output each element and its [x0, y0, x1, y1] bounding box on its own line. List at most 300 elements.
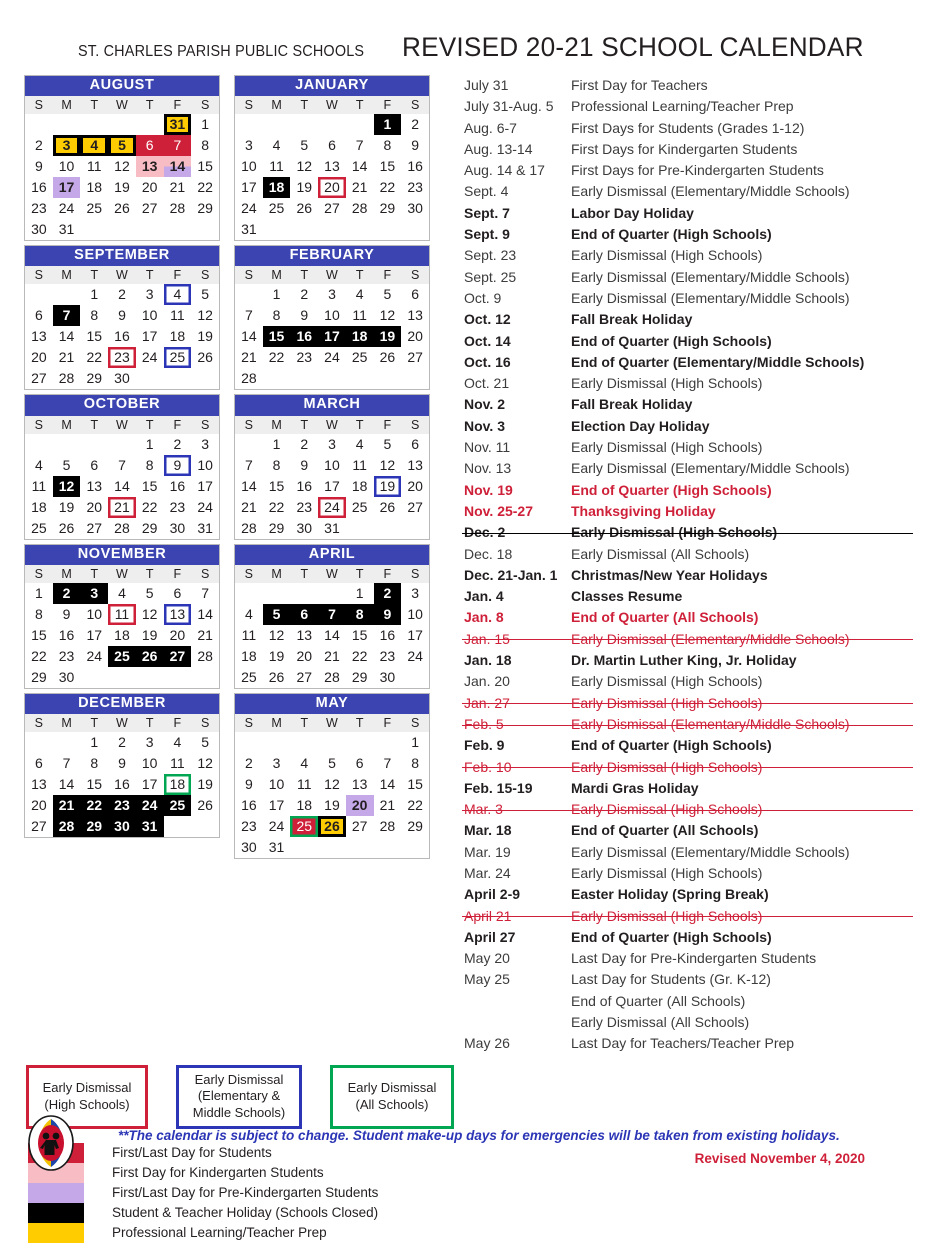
empty-day-cell — [401, 368, 429, 389]
day-cell — [374, 795, 402, 816]
event-description: Last Day for Students (Gr. K-12) — [571, 971, 771, 988]
week-row — [235, 368, 429, 389]
event-description: Early Dismissal (Elementary/Middle Schools) — [571, 289, 850, 306]
day-cell — [80, 156, 108, 177]
week-row — [25, 795, 219, 816]
day-cell — [263, 518, 291, 539]
day-cell — [164, 114, 192, 135]
week-row — [25, 219, 219, 240]
empty-day-cell — [235, 583, 263, 604]
day-number: 9 — [118, 755, 126, 772]
event-row — [464, 309, 927, 330]
day-number: 28 — [58, 370, 75, 387]
day-cell — [401, 774, 429, 795]
month-title: SEPTEMBER — [25, 246, 219, 266]
day-cell — [263, 284, 291, 305]
weekday-header: S — [401, 565, 429, 583]
day-number: 24 — [58, 200, 75, 217]
day-number: 12 — [197, 307, 213, 324]
day-cell — [25, 177, 53, 198]
event-row — [464, 863, 927, 884]
day-cell — [53, 476, 81, 497]
day-number: 28 — [169, 200, 186, 217]
day-number: 19 — [114, 179, 130, 196]
week-row — [25, 774, 219, 795]
weekday-header: W — [318, 96, 346, 114]
month-december — [24, 693, 220, 838]
day-number: 13 — [164, 604, 192, 625]
day-cell — [346, 347, 374, 368]
event-date: Jan. 18 — [464, 652, 512, 669]
day-cell — [235, 837, 263, 858]
day-cell — [346, 667, 374, 688]
day-number: 29 — [86, 370, 103, 387]
day-cell — [374, 305, 402, 326]
day-number: 20 — [141, 179, 158, 196]
main-content — [0, 63, 927, 1055]
month-title: JANUARY — [235, 76, 429, 96]
month-title: AUGUST — [25, 76, 219, 96]
day-number: 5 — [263, 604, 291, 625]
event-date: Feb. 10 — [464, 758, 512, 775]
empty-day-cell — [164, 667, 192, 688]
day-number: 26 — [197, 349, 213, 366]
day-number: 17 — [197, 477, 213, 494]
day-number: 23 — [296, 349, 313, 366]
calendar-grid-area — [0, 75, 452, 1055]
day-number: 7 — [62, 755, 71, 772]
empty-day-cell — [191, 368, 219, 389]
empty-day-cell — [401, 837, 429, 858]
empty-day-cell — [346, 837, 374, 858]
weekday-header: T — [346, 416, 374, 434]
month-title: MAY — [235, 694, 429, 714]
day-number: 21 — [379, 797, 396, 814]
event-date: Oct. 16 — [464, 353, 511, 370]
day-number: 31 — [197, 519, 213, 536]
event-date: Jan. 4 — [464, 588, 504, 605]
day-number: 8 — [272, 307, 281, 324]
day-cell — [263, 455, 291, 476]
day-number: 11 — [241, 626, 257, 643]
event-date: Oct. 9 — [464, 289, 502, 306]
day-cell — [25, 753, 53, 774]
event-description: Easter Holiday (Spring Break) — [571, 886, 769, 903]
day-cell — [318, 434, 346, 455]
week-row — [235, 646, 429, 667]
event-description: End of Quarter (Elementary/Middle Schools) — [571, 353, 865, 370]
event-date: Nov. 25-27 — [464, 502, 533, 519]
weekday-header: T — [346, 714, 374, 732]
event-description: Fall Break Holiday — [571, 311, 693, 328]
empty-day-cell — [136, 219, 164, 240]
legend-swatch-label: First/Last Day for Students — [112, 1144, 272, 1160]
day-number: 6 — [90, 456, 99, 473]
day-cell — [290, 625, 318, 646]
empty-day-cell — [318, 837, 346, 858]
day-number: 29 — [379, 200, 396, 217]
legend-swatch-label: Professional Learning/Teacher Prep — [112, 1224, 327, 1240]
event-row — [464, 799, 927, 820]
weekday-header: T — [290, 565, 318, 583]
event-description: Christmas/New Year Holidays — [571, 566, 768, 583]
empty-day-cell — [290, 732, 318, 753]
week-row — [235, 434, 429, 455]
day-number: 7 — [53, 305, 81, 326]
day-cell — [263, 476, 291, 497]
empty-day-cell — [53, 284, 81, 305]
day-number: 4 — [300, 755, 309, 772]
weekday-header: M — [263, 96, 291, 114]
legend-box-line: Early Dismissal — [194, 1071, 284, 1087]
day-cell — [80, 732, 108, 753]
week-row — [25, 604, 219, 625]
day-cell — [235, 795, 263, 816]
day-cell — [108, 497, 136, 518]
day-number: 20 — [169, 626, 186, 643]
day-number: 3 — [145, 286, 154, 303]
day-cell — [191, 284, 219, 305]
day-number: 15 — [141, 477, 158, 494]
day-number: 6 — [34, 755, 43, 772]
day-number: 12 — [114, 158, 130, 175]
weekday-header: T — [80, 416, 108, 434]
event-date: Jan. 8 — [464, 609, 504, 626]
month-march — [234, 394, 430, 539]
event-date: Sept. 4 — [464, 183, 509, 200]
day-number: 11 — [170, 755, 185, 772]
day-cell — [25, 347, 53, 368]
day-number: 17 — [141, 776, 158, 793]
day-cell — [263, 774, 291, 795]
event-date: Jan. 20 — [464, 673, 510, 690]
weekday-header: W — [108, 96, 136, 114]
week-row — [25, 135, 219, 156]
day-number: 12 — [53, 476, 81, 497]
legend-box-line: (All Schools) — [355, 1096, 429, 1112]
day-number: 8 — [34, 605, 43, 622]
empty-day-cell — [290, 837, 318, 858]
day-cell — [318, 774, 346, 795]
week-row — [235, 795, 429, 816]
month-january — [234, 75, 430, 241]
day-cell — [263, 667, 291, 688]
event-description: Early Dismissal (High Schools) — [571, 801, 763, 818]
day-number: 5 — [108, 135, 136, 156]
day-cell — [290, 753, 318, 774]
event-date: Dec. 2 — [464, 524, 506, 541]
day-number: 10 — [86, 605, 103, 622]
day-cell — [401, 305, 429, 326]
day-cell — [235, 646, 263, 667]
weekday-header: S — [235, 714, 263, 732]
day-cell — [290, 497, 318, 518]
event-description: Early Dismissal (All Schools) — [571, 545, 750, 562]
day-number: 12 — [268, 626, 285, 643]
weekday-header: F — [164, 416, 192, 434]
day-number: 24 — [324, 349, 340, 366]
day-number: 2 — [118, 734, 126, 751]
day-number: 2 — [300, 435, 309, 452]
month-day-grid — [235, 96, 429, 240]
day-cell — [290, 326, 318, 347]
day-cell — [191, 795, 219, 816]
event-row — [464, 842, 927, 863]
day-cell — [235, 198, 263, 219]
day-cell — [108, 284, 136, 305]
weekday-header: S — [25, 266, 53, 284]
day-number: 18 — [351, 477, 368, 494]
event-date: Aug. 6-7 — [464, 119, 517, 136]
day-cell — [318, 347, 346, 368]
day-cell — [53, 156, 81, 177]
day-cell — [25, 455, 53, 476]
day-cell — [80, 177, 108, 198]
event-description: Early Dismissal (Elementary/Middle Schools) — [571, 183, 850, 200]
weekday-header: W — [318, 266, 346, 284]
day-number: 19 — [268, 647, 285, 664]
day-number: 22 — [86, 349, 103, 366]
day-number: 24 — [141, 349, 158, 366]
month-title: MARCH — [235, 395, 429, 415]
day-number: 6 — [328, 137, 336, 154]
event-description: Early Dismissal (Elementary/Middle Schools) — [571, 843, 850, 860]
empty-day-cell — [346, 732, 374, 753]
day-cell — [263, 646, 291, 667]
day-cell — [318, 156, 346, 177]
day-cell — [290, 135, 318, 156]
day-cell — [401, 583, 429, 604]
day-number: 14 — [197, 605, 213, 622]
day-cell — [235, 518, 263, 539]
day-cell — [25, 583, 53, 604]
day-number: 26 — [268, 668, 285, 685]
day-cell — [401, 816, 429, 837]
day-number: 21 — [108, 497, 136, 518]
day-number: 31 — [164, 114, 192, 135]
day-cell — [263, 326, 291, 347]
day-number: 27 — [86, 519, 103, 536]
day-cell — [290, 774, 318, 795]
day-number: 14 — [58, 328, 75, 345]
day-cell — [25, 305, 53, 326]
empty-day-cell — [136, 667, 164, 688]
day-number: 26 — [296, 200, 313, 217]
day-cell — [401, 177, 429, 198]
day-cell — [108, 326, 136, 347]
disclaimer-text: **The calendar is subject to change. Student make-up days for emergencies will be taken from existing holidays. — [118, 1128, 840, 1143]
empty-day-cell — [374, 219, 402, 240]
empty-day-cell — [191, 816, 219, 837]
day-number: 3 — [411, 584, 419, 601]
event-row — [464, 757, 927, 778]
day-number: 12 — [197, 755, 213, 772]
legend-box-line: (High Schools) — [44, 1096, 130, 1112]
event-description: Early Dismissal (High Schools) — [571, 864, 763, 881]
day-number: 30 — [58, 668, 75, 685]
event-row — [464, 118, 927, 139]
event-row — [464, 969, 927, 990]
weekday-header: W — [108, 266, 136, 284]
day-number: 8 — [272, 456, 281, 473]
day-number: 13 — [351, 776, 368, 793]
week-row — [25, 434, 219, 455]
day-number: 8 — [383, 137, 392, 154]
day-cell — [136, 583, 164, 604]
day-number: 28 — [379, 818, 396, 835]
day-number: 25 — [268, 200, 285, 217]
day-cell — [136, 476, 164, 497]
day-cell — [108, 518, 136, 539]
day-number: 19 — [58, 498, 75, 515]
day-number: 20 — [407, 328, 423, 345]
day-cell — [108, 646, 136, 667]
day-cell — [80, 326, 108, 347]
empty-day-cell — [80, 114, 108, 135]
day-number: 31 — [58, 221, 75, 238]
event-description: Early Dismissal (High Schools) — [571, 907, 763, 924]
day-cell — [374, 604, 402, 625]
page-title: REVISED 20-21 SCHOOL CALENDAR — [401, 32, 864, 62]
event-date: Feb. 9 — [464, 737, 505, 754]
week-row — [235, 305, 429, 326]
weekday-header: T — [136, 565, 164, 583]
day-cell — [374, 816, 402, 837]
day-number: 5 — [145, 584, 154, 601]
empty-day-cell — [290, 114, 318, 135]
day-number: 23 — [296, 498, 313, 515]
event-description: End of Quarter (All Schools) — [571, 992, 746, 1009]
event-description: End of Quarter (High Schools) — [571, 226, 772, 243]
week-row — [25, 156, 219, 177]
day-cell — [374, 198, 402, 219]
day-cell — [191, 114, 219, 135]
weekday-header: S — [191, 714, 219, 732]
day-number: 29 — [141, 519, 158, 536]
day-cell — [136, 625, 164, 646]
day-number: 31 — [241, 221, 257, 238]
empty-day-cell — [290, 219, 318, 240]
event-description: First Days for Pre-Kindergarten Students — [571, 162, 824, 179]
day-number: 4 — [34, 456, 43, 473]
day-number: 21 — [169, 179, 186, 196]
empty-day-cell — [290, 368, 318, 389]
day-number: 19 — [197, 776, 213, 793]
month-may — [234, 693, 430, 859]
week-row — [235, 347, 429, 368]
day-number: 17 — [86, 626, 103, 643]
day-cell — [25, 604, 53, 625]
weekday-header: W — [108, 565, 136, 583]
event-description: Early Dismissal (High Schools) — [571, 694, 763, 711]
event-description: Last Day for Teachers/Teacher Prep — [571, 1035, 795, 1052]
week-row — [25, 368, 219, 389]
day-cell — [164, 753, 192, 774]
day-cell — [136, 455, 164, 476]
day-cell — [191, 156, 219, 177]
day-cell — [374, 497, 402, 518]
empty-day-cell — [263, 368, 291, 389]
weekday-header: T — [80, 266, 108, 284]
weekday-header: S — [191, 266, 219, 284]
day-cell — [235, 177, 263, 198]
day-cell — [263, 795, 291, 816]
day-number: 8 — [411, 755, 419, 772]
week-row — [235, 774, 429, 795]
week-row — [235, 326, 429, 347]
day-cell — [164, 326, 192, 347]
day-number: 14 — [164, 156, 192, 177]
week-row — [235, 219, 429, 240]
day-cell — [164, 305, 192, 326]
day-cell — [53, 326, 81, 347]
day-cell — [374, 583, 402, 604]
day-cell — [318, 646, 346, 667]
day-number: 9 — [34, 158, 43, 175]
day-cell — [80, 518, 108, 539]
day-cell — [53, 583, 81, 604]
day-number: 13 — [407, 456, 423, 473]
empty-day-cell — [136, 114, 164, 135]
empty-day-cell — [108, 219, 136, 240]
day-cell — [53, 646, 81, 667]
day-cell — [108, 455, 136, 476]
event-row — [464, 522, 927, 543]
page-footer — [0, 1114, 927, 1172]
week-row — [235, 177, 429, 198]
day-cell — [164, 198, 192, 219]
day-number: 1 — [272, 286, 281, 303]
weekday-header: S — [235, 96, 263, 114]
day-cell — [80, 305, 108, 326]
week-row — [25, 753, 219, 774]
day-number: 29 — [31, 668, 47, 685]
day-number: 25 — [108, 646, 136, 667]
weekday-header: F — [164, 565, 192, 583]
day-cell — [374, 284, 402, 305]
day-cell — [346, 135, 374, 156]
day-number: 2 — [244, 755, 253, 772]
day-cell — [263, 604, 291, 625]
day-number: 30 — [296, 519, 313, 536]
day-number: 19 — [324, 797, 340, 814]
day-cell — [191, 476, 219, 497]
month-title: OCTOBER — [25, 395, 219, 415]
day-cell — [374, 434, 402, 455]
event-date: Sept. 9 — [464, 226, 510, 243]
event-list — [452, 75, 927, 1055]
day-cell — [401, 347, 429, 368]
day-cell — [25, 368, 53, 389]
month-day-grid — [25, 266, 219, 389]
weekday-header: S — [191, 565, 219, 583]
weekday-header: T — [80, 565, 108, 583]
empty-day-cell — [401, 518, 429, 539]
day-number: 3 — [328, 286, 336, 303]
event-row — [464, 352, 927, 373]
day-cell — [235, 347, 263, 368]
day-cell — [136, 604, 164, 625]
event-date — [464, 991, 571, 1012]
day-number: 31 — [136, 816, 164, 837]
empty-day-cell — [164, 816, 192, 837]
weekday-header: M — [53, 416, 81, 434]
week-row — [25, 816, 219, 837]
day-number: 2 — [118, 286, 126, 303]
event-date: Jan. 15 — [464, 630, 510, 647]
day-number: 20 — [346, 795, 374, 816]
day-cell — [164, 497, 192, 518]
